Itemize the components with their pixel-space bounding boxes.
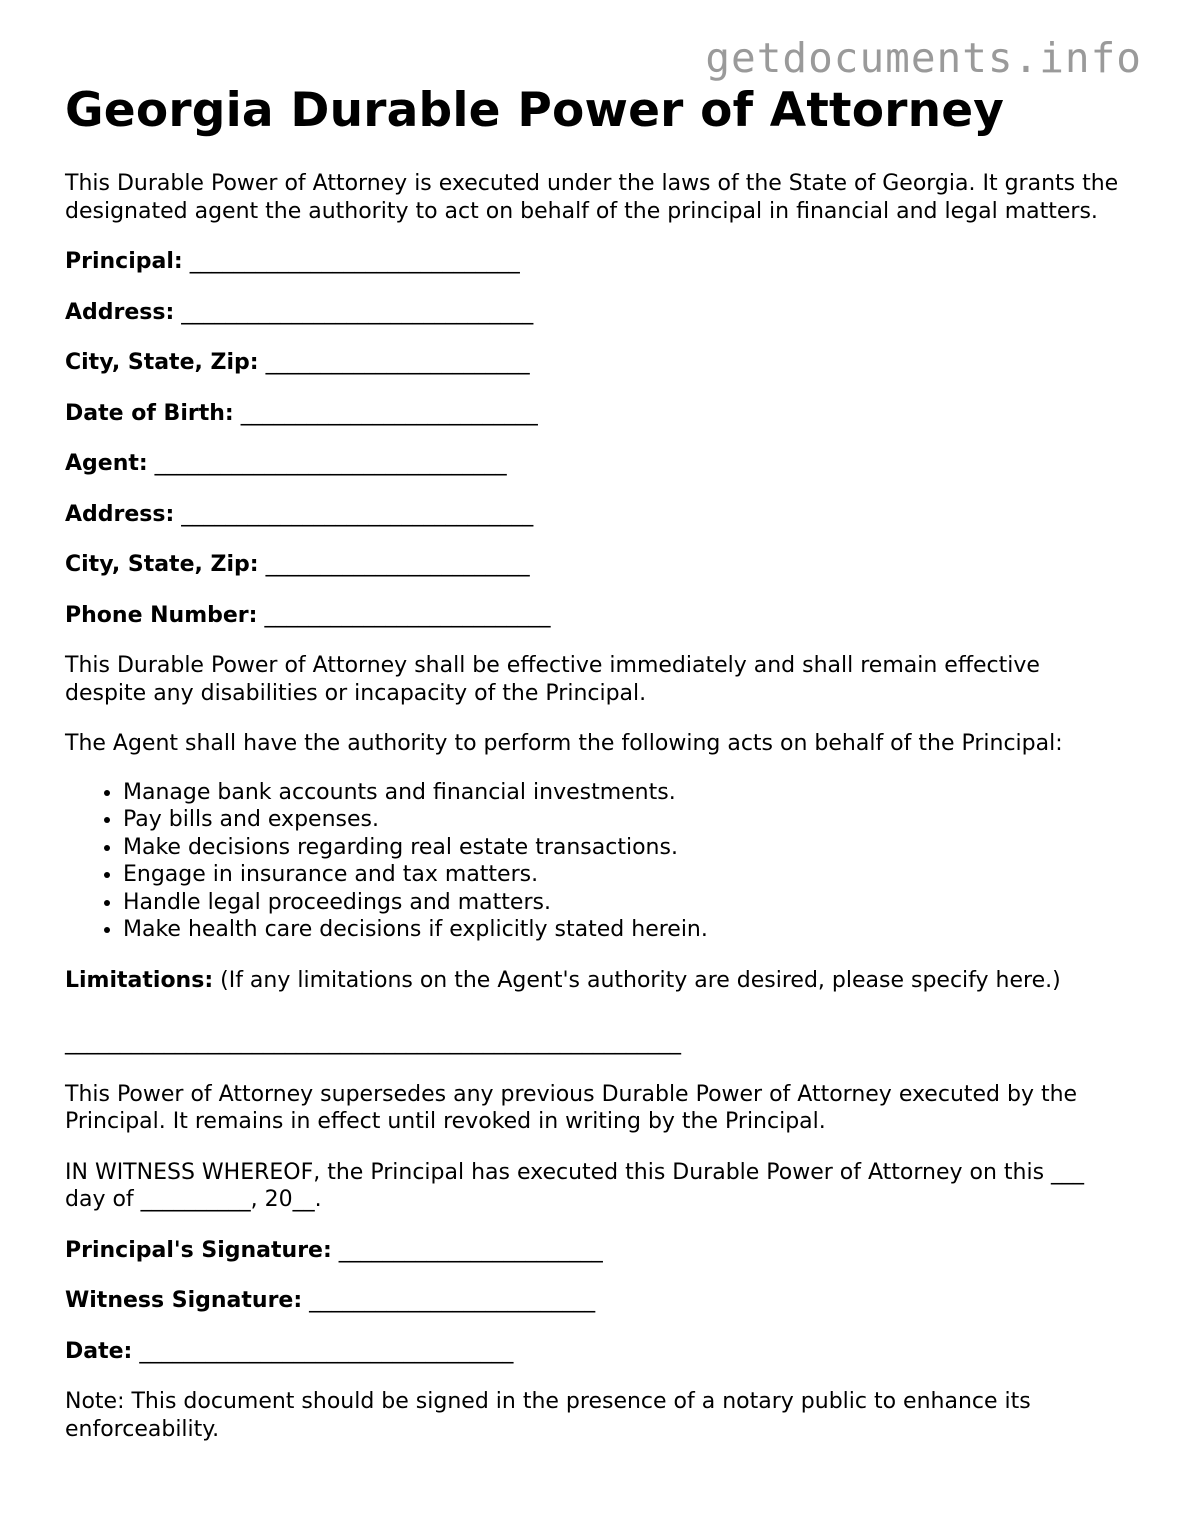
intro-paragraph: This Durable Power of Attorney is executed under the laws of the State of Georgia. It grants the designated agent the authority to act on behalf of the principal in financial and legal matters. — [65, 171, 1119, 224]
principal-signature-field[interactable] — [65, 1237, 1125, 1265]
agent-address-label: Address: — [65, 501, 175, 527]
agent-address-field[interactable] — [65, 501, 1125, 529]
limitations-instruction: (If any limitations on the Agent's authority are desired, please specify here.) — [220, 967, 1061, 993]
list-item: • Pay bills and expenses. — [123, 806, 1125, 834]
agent-city-blank[interactable]: ________________________ — [265, 552, 530, 577]
supersedes-paragraph: This Power of Attorney supersedes any previous Durable Power of Attorney executed by the Principal. It remains in effect until revoked in writing by the Principal. — [65, 1081, 1078, 1134]
limitations-blank[interactable]: ________________________________________________________ — [65, 1030, 681, 1055]
dob-label: Date of Birth: — [65, 400, 234, 426]
principal-signature-blank[interactable]: ________________________ — [338, 1237, 603, 1263]
watermark: getdocuments.info — [705, 34, 1142, 82]
limitations-label: Limitations: — [65, 967, 214, 993]
list-item: • Handle legal proceedings and matters. — [123, 889, 1125, 917]
dob-blank[interactable]: ___________________________ — [240, 400, 538, 426]
agent-label: Agent: — [65, 451, 148, 476]
agent-city-label: City, State, Zip: — [65, 552, 259, 577]
principal-label: Principal: — [65, 249, 183, 274]
principal-signature-label: Principal's Signature: — [65, 1237, 332, 1263]
list-item: • Make decisions regarding real estate transactions. — [123, 834, 1125, 862]
principal-city-blank[interactable]: ________________________ — [265, 350, 530, 375]
principal-city-field[interactable] — [65, 349, 1125, 377]
witness-paragraph: IN WITNESS WHEREOF, the Principal has executed this Durable Power of Attorney on this ___ day of __________, 20__. — [65, 1159, 1085, 1212]
phone-label: Phone Number: — [65, 602, 258, 628]
phone-blank[interactable]: __________________________ — [264, 602, 551, 628]
agent-city-field[interactable] — [65, 551, 1125, 579]
principal-field[interactable] — [65, 248, 1125, 276]
agent-blank[interactable]: ________________________________ — [154, 451, 507, 476]
list-item: • Manage bank accounts and financial investments. — [123, 779, 1125, 807]
witness-signature-label: Witness Signature: — [65, 1288, 303, 1313]
witness-signature-field[interactable] — [65, 1287, 1125, 1315]
document-page — [65, 84, 1125, 1443]
date-field[interactable] — [65, 1338, 1125, 1366]
principal-address-blank[interactable]: ________________________________ — [181, 299, 534, 325]
principal-address-field[interactable] — [65, 299, 1125, 327]
list-item: • Make health care decisions if explicitly stated herein. — [123, 916, 1125, 944]
principal-city-label: City, State, Zip: — [65, 350, 259, 375]
date-label: Date: — [65, 1338, 133, 1364]
page-title: Georgia Durable Power of Attorney — [65, 83, 1005, 138]
list-item: • Engage in insurance and tax matters. — [123, 861, 1125, 889]
effective-paragraph: This Durable Power of Attorney shall be effective immediately and shall remain effective despite any disabilities or incapacity of the Principal. — [65, 653, 1040, 706]
authority-intro: The Agent shall have the authority to perform the following acts on behalf of the Principal: — [65, 731, 1063, 756]
limitations-heading — [65, 967, 1125, 995]
agent-field[interactable] — [65, 450, 1125, 478]
agent-address-blank[interactable]: ________________________________ — [181, 501, 534, 527]
note-paragraph: Note: This document should be signed in the presence of a notary public to enhance its enforceability. — [65, 1389, 1031, 1442]
authority-list — [65, 779, 1125, 944]
dob-field[interactable] — [65, 400, 1125, 428]
witness-signature-blank[interactable]: __________________________ — [309, 1288, 596, 1313]
principal-address-label: Address: — [65, 299, 175, 325]
phone-field[interactable] — [65, 602, 1125, 630]
date-blank[interactable]: __________________________________ — [139, 1338, 514, 1364]
principal-blank[interactable]: ______________________________ — [189, 249, 520, 274]
